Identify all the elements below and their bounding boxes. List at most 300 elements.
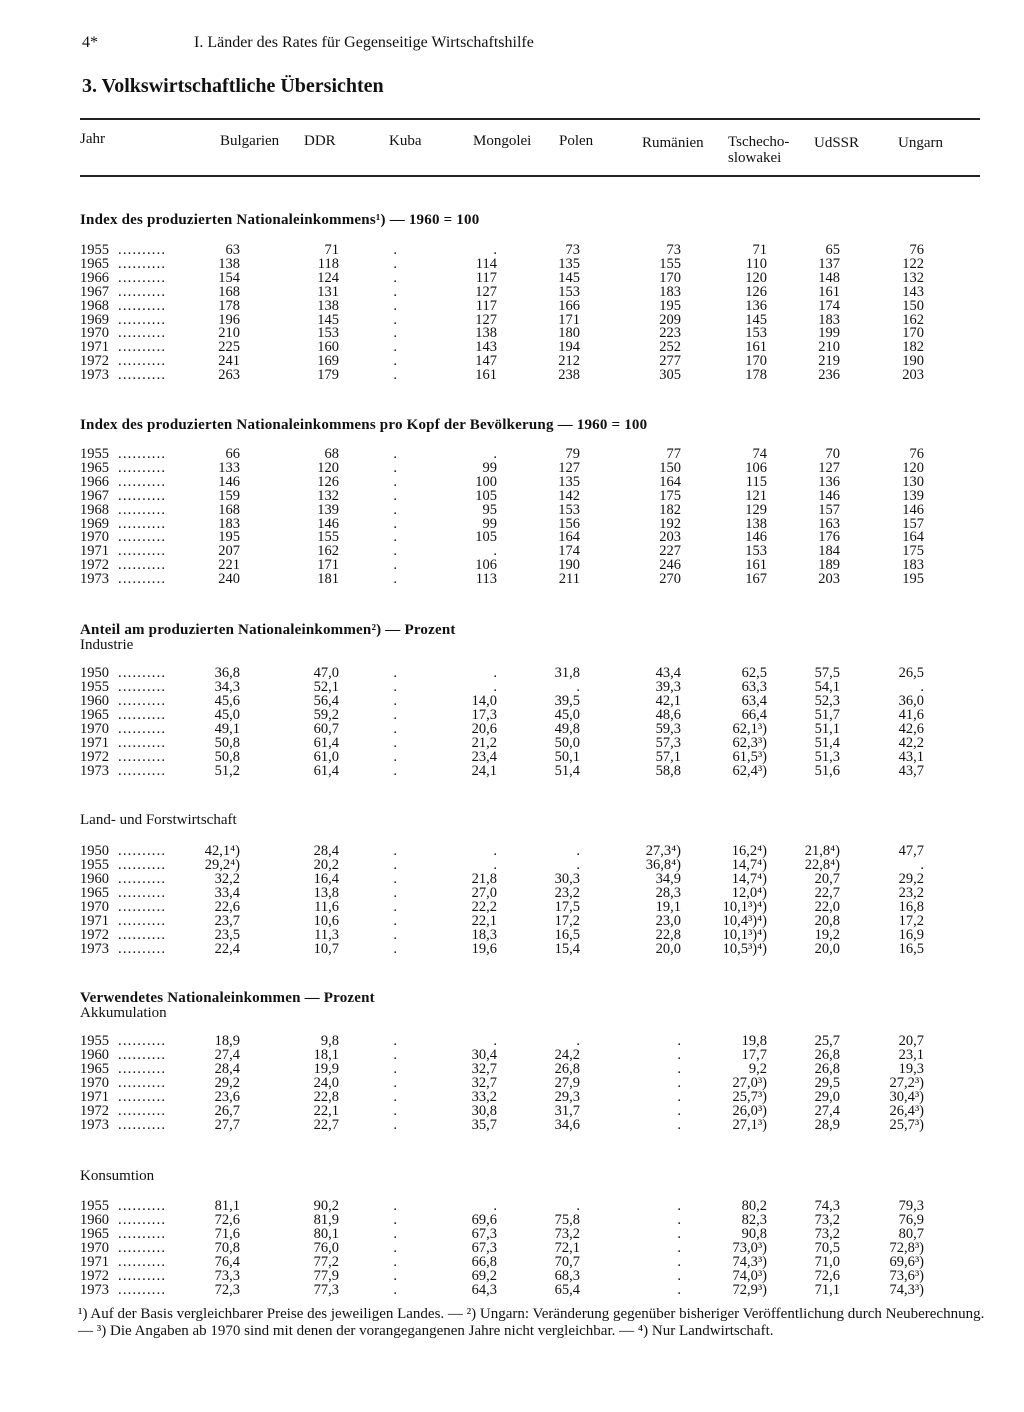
- cell-rum: .: [677, 1212, 681, 1228]
- leader-dots: ..........: [118, 1033, 167, 1049]
- cell-cs: 62,5: [741, 665, 767, 681]
- cell-mon: 30,4: [471, 1047, 497, 1063]
- cell-bg: 72,6: [214, 1212, 240, 1228]
- cell-pol: 164: [558, 529, 580, 546]
- row-year: 1970: [80, 721, 109, 737]
- leader-dots: ..........: [118, 459, 167, 476]
- leader-dots: ..........: [118, 885, 167, 901]
- cell-mon: .: [493, 446, 497, 462]
- cell-mon: 66,8: [471, 1254, 497, 1270]
- cell-mon: 117: [475, 297, 497, 314]
- cell-bg: 138: [218, 255, 240, 272]
- cell-su: 22,8⁴): [804, 857, 840, 873]
- cell-hu: 36,0: [898, 693, 924, 709]
- table-row: [0, 1076, 1024, 1090]
- cell-hu: 175: [902, 543, 924, 560]
- cell-pol: 72,1: [554, 1240, 580, 1256]
- leader-dots: ..........: [118, 1117, 167, 1133]
- cell-rum: .: [677, 1268, 681, 1284]
- cell-su: 184: [818, 543, 840, 560]
- cell-mon: 117: [475, 269, 497, 286]
- cell-mon: 35,7: [471, 1117, 497, 1133]
- cell-pol: 79: [565, 446, 580, 462]
- cell-bg: 207: [218, 543, 240, 560]
- cell-su: 26,8: [814, 1061, 840, 1077]
- cell-rum: .: [677, 1047, 681, 1063]
- table-row: [0, 886, 1024, 900]
- leader-dots: ..........: [118, 255, 167, 272]
- cell-bg: 33,4: [214, 885, 240, 901]
- cell-kuba: .: [393, 1117, 397, 1133]
- cell-bg: 28,4: [214, 1061, 240, 1077]
- table-row: [0, 858, 1024, 872]
- table-row: [0, 517, 1024, 531]
- cell-cs: 10,5³)⁴): [722, 941, 767, 957]
- cell-su: 51,6: [814, 763, 840, 779]
- cell-cs: 61,5³): [732, 749, 767, 765]
- cell-rum: 43,4: [655, 665, 681, 681]
- leader-dots: ..........: [118, 665, 167, 681]
- cell-ddr: 20,2: [313, 857, 339, 873]
- cell-bg: 29,2: [214, 1075, 240, 1091]
- cell-kuba: .: [393, 325, 397, 342]
- cell-kuba: .: [393, 707, 397, 723]
- cell-pol: .: [576, 1198, 580, 1214]
- cell-kuba: .: [393, 1198, 397, 1214]
- cell-ddr: 77,2: [313, 1254, 339, 1270]
- table-row: [0, 708, 1024, 722]
- table-row: [0, 368, 1024, 382]
- running-head: I. Länder des Rates für Gegenseitige Wirtschaftshilfe: [194, 34, 534, 51]
- cell-ddr: 139: [317, 501, 339, 518]
- cell-hu: 183: [902, 557, 924, 574]
- cell-cs: 126: [745, 283, 767, 300]
- cell-mon: 23,4: [471, 749, 497, 765]
- row-year: 1969: [80, 311, 109, 328]
- cell-ddr: 171: [317, 557, 339, 574]
- cell-ddr: 22,8: [313, 1089, 339, 1105]
- cell-cs: 72,9³): [732, 1282, 767, 1298]
- cell-bg: 183: [218, 515, 240, 532]
- leader-dots: ..........: [118, 857, 167, 873]
- cell-bg: 36,8: [214, 665, 240, 681]
- cell-bg: 50,8: [214, 749, 240, 765]
- table-row: [0, 243, 1024, 257]
- cell-cs: 74,0³): [732, 1268, 767, 1284]
- table-row: [0, 1199, 1024, 1213]
- cell-kuba: .: [393, 297, 397, 314]
- leader-dots: ..........: [118, 297, 167, 314]
- col-header-tschechoslowakei-1: Tschecho-: [728, 134, 790, 150]
- row-year: 1971: [80, 339, 109, 356]
- cell-su: 157: [818, 501, 840, 518]
- cell-rum: .: [677, 1103, 681, 1119]
- cell-bg: 23,5: [214, 927, 240, 943]
- cell-hu: 47,7: [898, 843, 924, 859]
- cell-kuba: .: [393, 543, 397, 560]
- cell-cs: 19,8: [741, 1033, 767, 1049]
- cell-bg: 210: [218, 325, 240, 342]
- cell-hu: 26,5: [898, 665, 924, 681]
- cell-pol: .: [576, 843, 580, 859]
- cell-mon: 21,2: [471, 735, 497, 751]
- cell-bg: 168: [218, 283, 240, 300]
- cell-ddr: 90,2: [313, 1198, 339, 1214]
- cell-su: 72,6: [814, 1268, 840, 1284]
- cell-rum: 192: [659, 515, 681, 532]
- cell-ddr: 145: [317, 311, 339, 328]
- leader-dots: ..........: [118, 899, 167, 915]
- cell-pol: 50,0: [554, 735, 580, 751]
- cell-rum: 57,3: [655, 735, 681, 751]
- cell-mon: 147: [475, 353, 497, 370]
- cell-hu: 130: [902, 473, 924, 490]
- section-subtitle: Konsumtion: [80, 1168, 155, 1184]
- cell-su: 73,2: [814, 1212, 840, 1228]
- cell-rum: 19,1: [655, 899, 681, 915]
- cell-su: 199: [818, 325, 840, 342]
- cell-pol: 15,4: [554, 941, 580, 957]
- cell-rum: .: [677, 1033, 681, 1049]
- cell-cs: 9,2: [748, 1061, 767, 1077]
- cell-bg: 241: [218, 353, 240, 370]
- cell-ddr: 77,3: [313, 1282, 339, 1298]
- cell-bg: 168: [218, 501, 240, 518]
- cell-su: 20,0: [814, 941, 840, 957]
- row-year: 1968: [80, 297, 109, 314]
- cell-ddr: 169: [317, 353, 339, 370]
- cell-mon: .: [493, 242, 497, 258]
- cell-kuba: .: [393, 927, 397, 943]
- cell-pol: .: [576, 679, 580, 695]
- cell-hu: 42,2: [898, 735, 924, 751]
- cell-hu: 170: [902, 325, 924, 342]
- cell-mon: 138: [475, 325, 497, 342]
- cell-hu: 23,2: [898, 885, 924, 901]
- cell-bg: 63: [225, 242, 240, 258]
- cell-rum: .: [677, 1282, 681, 1298]
- cell-kuba: .: [393, 501, 397, 518]
- cell-su: 22,0: [814, 899, 840, 915]
- cell-pol: 194: [558, 339, 580, 356]
- table-row: [0, 461, 1024, 475]
- cell-mon: .: [493, 857, 497, 873]
- cell-ddr: 155: [317, 529, 339, 546]
- cell-cs: 16,2⁴): [731, 843, 767, 859]
- cell-kuba: .: [393, 459, 397, 476]
- cell-ddr: 11,6: [314, 899, 339, 915]
- cell-bg: 27,7: [214, 1117, 240, 1133]
- cell-kuba: .: [393, 721, 397, 737]
- row-year: 1960: [80, 1212, 109, 1228]
- cell-rum: 59,3: [655, 721, 681, 737]
- cell-ddr: 60,7: [313, 721, 339, 737]
- cell-su: 22,7: [814, 885, 840, 901]
- cell-bg: 66: [225, 446, 240, 462]
- cell-mon: 127: [475, 283, 497, 300]
- cell-ddr: 118: [317, 255, 339, 272]
- cell-cs: 138: [745, 515, 767, 532]
- cell-hu: .: [920, 679, 924, 695]
- cell-su: 176: [818, 529, 840, 546]
- cell-su: 20,8: [814, 913, 840, 929]
- cell-rum: 77: [666, 446, 681, 462]
- footnotes: ¹) Auf der Basis vergleichbarer Preise des jeweiligen Landes. — ²) Ungarn: Veränderung gegenüber bisheriger Veröffentlichung durch Neuberechnung. — ³) Die Angaben ab 1970 sind mit denen der vorangegangenen Jahre nicht vergleichbar. — ⁴) Nur Landwirtschaft.: [78, 1306, 985, 1339]
- cell-rum: 209: [659, 311, 681, 328]
- cell-bg: 50,8: [214, 735, 240, 751]
- cell-mon: 32,7: [471, 1075, 497, 1091]
- cell-kuba: .: [393, 557, 397, 574]
- cell-mon: 21,8: [471, 871, 497, 887]
- cell-rum: .: [677, 1254, 681, 1270]
- table-row: [0, 1213, 1024, 1227]
- cell-pol: 17,5: [554, 899, 580, 915]
- row-year: 1969: [80, 515, 109, 532]
- cell-cs: 25,7³): [732, 1089, 767, 1105]
- cell-bg: 34,3: [214, 679, 240, 695]
- row-year: 1972: [80, 749, 109, 765]
- cell-cs: 90,8: [741, 1226, 767, 1242]
- table-row: [0, 1062, 1024, 1076]
- cell-kuba: .: [393, 339, 397, 356]
- cell-rum: 42,1: [655, 693, 681, 709]
- row-year: 1971: [80, 735, 109, 751]
- leader-dots: ..........: [118, 367, 167, 384]
- table-row: [0, 928, 1024, 942]
- cell-pol: 135: [558, 473, 580, 490]
- cell-bg: 240: [218, 571, 240, 588]
- cell-rum: 270: [659, 571, 681, 588]
- leader-dots: ..........: [118, 473, 167, 490]
- cell-bg: 73,3: [214, 1268, 240, 1284]
- cell-mon: 32,7: [471, 1061, 497, 1077]
- cell-hu: 162: [902, 311, 924, 328]
- row-year: 1971: [80, 543, 109, 560]
- cell-bg: 18,9: [214, 1033, 240, 1049]
- row-year: 1960: [80, 871, 109, 887]
- cell-hu: 20,7: [898, 1033, 924, 1049]
- cell-ddr: 24,0: [313, 1075, 339, 1091]
- table-row: [0, 1104, 1024, 1118]
- leader-dots: ..........: [118, 339, 167, 356]
- leader-dots: ..........: [118, 501, 167, 518]
- cell-bg: 45,6: [214, 693, 240, 709]
- cell-hu: 43,7: [898, 763, 924, 779]
- table-row: [0, 666, 1024, 680]
- cell-hu: 76: [909, 242, 924, 258]
- cell-ddr: 18,1: [313, 1047, 339, 1063]
- cell-pol: 145: [558, 269, 580, 286]
- table-row: [0, 558, 1024, 572]
- cell-pol: 135: [558, 255, 580, 272]
- cell-pol: 238: [558, 367, 580, 384]
- cell-kuba: .: [393, 1075, 397, 1091]
- leader-dots: ..........: [118, 571, 167, 588]
- cell-bg: 32,2: [214, 871, 240, 887]
- cell-ddr: 80,1: [313, 1226, 339, 1242]
- cell-su: 236: [818, 367, 840, 384]
- cell-rum: 252: [659, 339, 681, 356]
- row-year: 1966: [80, 269, 109, 286]
- leader-dots: ..........: [118, 269, 167, 286]
- cell-rum: 73: [666, 242, 681, 258]
- leader-dots: ..........: [118, 1268, 167, 1284]
- row-year: 1970: [80, 325, 109, 342]
- row-year: 1972: [80, 353, 109, 370]
- row-year: 1965: [80, 885, 109, 901]
- cell-pol: 190: [558, 557, 580, 574]
- row-year: 1972: [80, 1268, 109, 1284]
- cell-cs: 27,1³): [732, 1117, 767, 1133]
- cell-hu: 73,6³): [889, 1268, 924, 1284]
- cell-pol: 171: [558, 311, 580, 328]
- cell-ddr: 59,2: [313, 707, 339, 723]
- row-year: 1960: [80, 1047, 109, 1063]
- cell-mon: 33,2: [471, 1089, 497, 1105]
- cell-rum: 39,3: [655, 679, 681, 695]
- table-row: [0, 1269, 1024, 1283]
- cell-su: 73,2: [814, 1226, 840, 1242]
- leader-dots: ..........: [118, 557, 167, 574]
- cell-ddr: 47,0: [313, 665, 339, 681]
- cell-pol: 45,0: [554, 707, 580, 723]
- table-row: [0, 354, 1024, 368]
- table-row: [0, 1048, 1024, 1062]
- col-header-year: Jahr: [80, 131, 105, 147]
- cell-kuba: .: [393, 1254, 397, 1270]
- cell-pol: 156: [558, 515, 580, 532]
- cell-kuba: .: [393, 367, 397, 384]
- cell-cs: 146: [745, 529, 767, 546]
- cell-cs: 121: [745, 487, 767, 504]
- cell-mon: 14,0: [471, 693, 497, 709]
- cell-kuba: .: [393, 515, 397, 532]
- leader-dots: ..........: [118, 1047, 167, 1063]
- table-row: [0, 1034, 1024, 1048]
- cell-bg: 178: [218, 297, 240, 314]
- cell-pol: 34,6: [554, 1117, 580, 1133]
- cell-su: 219: [818, 353, 840, 370]
- row-year: 1968: [80, 501, 109, 518]
- table-row: [0, 475, 1024, 489]
- row-year: 1973: [80, 941, 109, 957]
- cell-pol: 127: [558, 459, 580, 476]
- cell-rum: 183: [659, 283, 681, 300]
- cell-kuba: .: [393, 255, 397, 272]
- cell-mon: 17,3: [471, 707, 497, 723]
- cell-rum: 57,1: [655, 749, 681, 765]
- cell-kuba: .: [393, 473, 397, 490]
- cell-kuba: .: [393, 679, 397, 695]
- row-year: 1950: [80, 843, 109, 859]
- table-row: [0, 694, 1024, 708]
- cell-ddr: 11,3: [314, 927, 339, 943]
- table-row: [0, 503, 1024, 517]
- cell-cs: 17,7: [741, 1047, 767, 1063]
- cell-rum: 277: [659, 353, 681, 370]
- cell-kuba: .: [393, 571, 397, 588]
- cell-mon: 67,3: [471, 1240, 497, 1256]
- leader-dots: ..........: [118, 735, 167, 751]
- leader-dots: ..........: [118, 1254, 167, 1270]
- cell-bg: 76,4: [214, 1254, 240, 1270]
- cell-hu: 69,6³): [889, 1254, 924, 1270]
- cell-bg: 23,6: [214, 1089, 240, 1105]
- cell-bg: 133: [218, 459, 240, 476]
- cell-bg: 23,7: [214, 913, 240, 929]
- leader-dots: ..........: [118, 353, 167, 370]
- leader-dots: ..........: [118, 913, 167, 929]
- cell-cs: 178: [745, 367, 767, 384]
- leader-dots: ..........: [118, 843, 167, 859]
- cell-mon: 69,6: [471, 1212, 497, 1228]
- cell-pol: 70,7: [554, 1254, 580, 1270]
- cell-bg: 263: [218, 367, 240, 384]
- cell-rum: 164: [659, 473, 681, 490]
- table-row: [0, 1118, 1024, 1132]
- table-row: [0, 736, 1024, 750]
- cell-hu: 76: [909, 446, 924, 462]
- row-year: 1972: [80, 1103, 109, 1119]
- cell-mon: .: [493, 1033, 497, 1049]
- leader-dots: ..........: [118, 1103, 167, 1119]
- cell-ddr: 52,1: [313, 679, 339, 695]
- cell-su: 51,3: [814, 749, 840, 765]
- table-row: [0, 1241, 1024, 1255]
- cell-hu: 80,7: [898, 1226, 924, 1242]
- cell-su: 54,1: [814, 679, 840, 695]
- cell-su: 161: [818, 283, 840, 300]
- leader-dots: ..........: [118, 529, 167, 546]
- cell-ddr: 56,4: [313, 693, 339, 709]
- cell-mon: 64,3: [471, 1282, 497, 1298]
- cell-pol: 23,2: [554, 885, 580, 901]
- cell-pol: 29,3: [554, 1089, 580, 1105]
- cell-su: 20,7: [814, 871, 840, 887]
- cell-kuba: .: [393, 763, 397, 779]
- cell-hu: 146: [902, 501, 924, 518]
- cell-ddr: 76,0: [313, 1240, 339, 1256]
- cell-su: 70,5: [814, 1240, 840, 1256]
- leader-dots: ..........: [118, 1212, 167, 1228]
- row-year: 1971: [80, 1089, 109, 1105]
- cell-hu: 203: [902, 367, 924, 384]
- section-title: Verwendetes Nationaleinkommen — Prozent: [80, 990, 375, 1006]
- cell-hu: 26,4³): [889, 1103, 924, 1119]
- cell-bg: 45,0: [214, 707, 240, 723]
- row-year: 1967: [80, 487, 109, 504]
- cell-hu: 19,3: [898, 1061, 924, 1077]
- leader-dots: ..........: [118, 446, 167, 462]
- row-year: 1973: [80, 1117, 109, 1133]
- cell-bg: 22,4: [214, 941, 240, 957]
- cell-su: 21,8⁴): [804, 843, 840, 859]
- cell-mon: 114: [475, 255, 497, 272]
- cell-cs: 136: [745, 297, 767, 314]
- row-year: 1967: [80, 283, 109, 300]
- cell-ddr: 9,8: [320, 1033, 339, 1049]
- cell-kuba: .: [393, 446, 397, 462]
- cell-cs: 110: [745, 255, 767, 272]
- cell-rum: 155: [659, 255, 681, 272]
- cell-ddr: 131: [317, 283, 339, 300]
- table-row: [0, 1255, 1024, 1269]
- row-year: 1955: [80, 1033, 109, 1049]
- cell-ddr: 16,4: [313, 871, 339, 887]
- cell-ddr: 138: [317, 297, 339, 314]
- cell-kuba: .: [393, 1240, 397, 1256]
- cell-cs: 27,0³): [732, 1075, 767, 1091]
